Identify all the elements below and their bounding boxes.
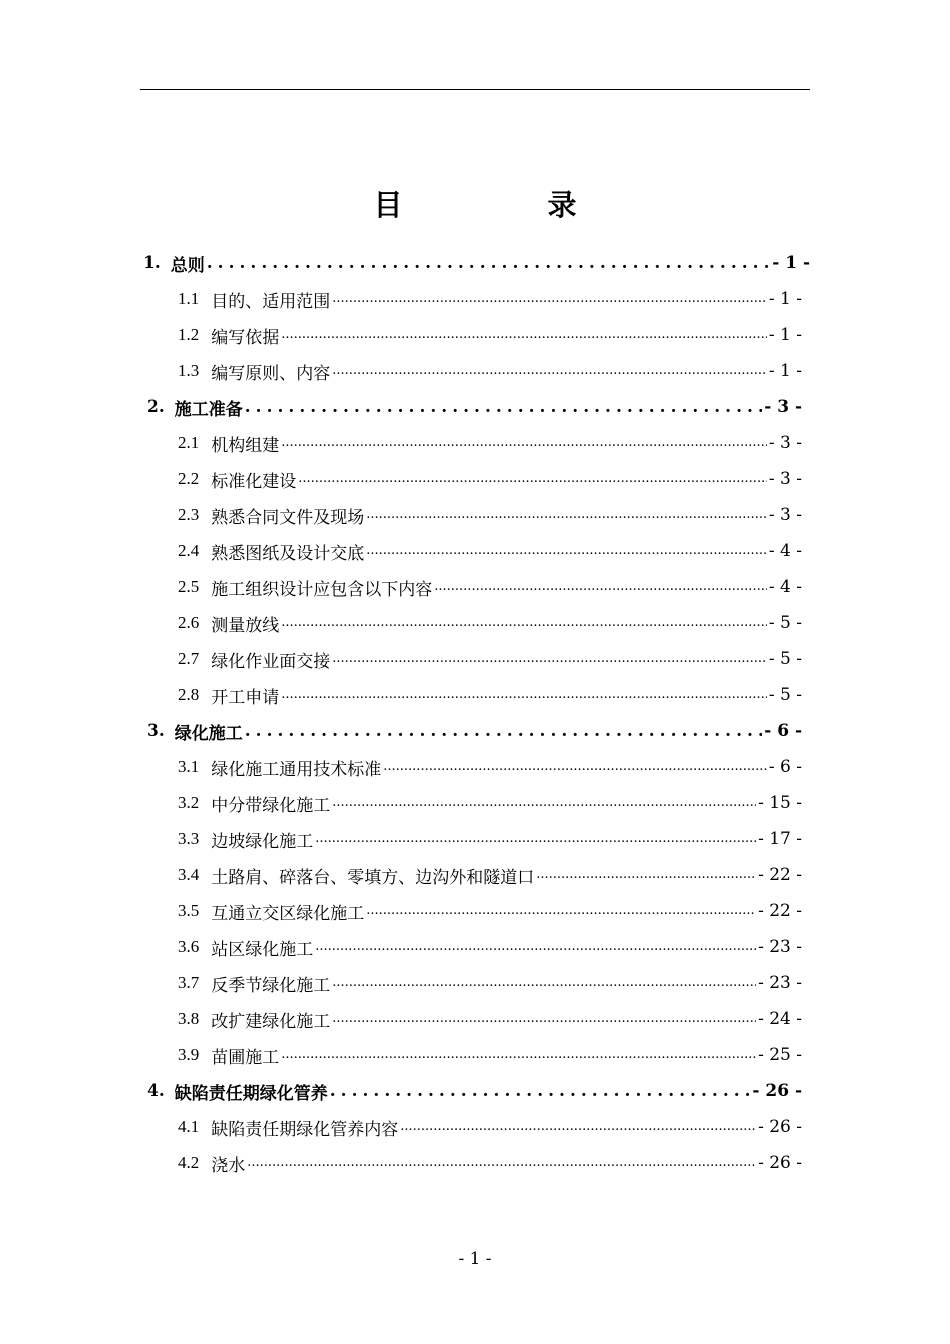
toc-dot-leader <box>281 434 767 452</box>
toc-dot-leader <box>332 290 767 308</box>
toc-entry-number: 2.4 <box>178 541 200 560</box>
toc-entry-number: 3. <box>147 721 165 741</box>
toc-entry-label: 边坡绿化施工 <box>211 831 314 852</box>
toc-entry-label: 标准化建设 <box>211 471 297 492</box>
toc-entry-number: 1.3 <box>178 361 200 380</box>
toc-entry-number: 3.3 <box>178 829 200 848</box>
toc-entry[interactable] <box>178 317 802 353</box>
toc-dot-leader <box>536 866 756 884</box>
toc-entry-page: - 25 - <box>758 1045 802 1065</box>
toc-entry-label: 机构组建 <box>211 435 280 456</box>
toc-entry[interactable] <box>178 497 802 533</box>
toc-entry-label: 施工准备 <box>174 399 243 420</box>
toc-entry-label: 站区绿化施工 <box>211 939 314 960</box>
toc-entry-number: 2.2 <box>178 469 200 488</box>
toc-entry-number: 3.1 <box>178 757 200 776</box>
toc-dot-leader <box>332 794 756 812</box>
toc-entry-label: 目的、适用范围 <box>211 291 331 312</box>
toc-dot-leader <box>298 470 767 488</box>
toc-entry-page: - 26 - <box>758 1153 802 1173</box>
toc-entry[interactable] <box>178 533 802 569</box>
toc-entry-page: - 17 - <box>758 829 802 849</box>
toc-entry-page: - 22 - <box>758 865 802 885</box>
toc-dot-leader <box>383 758 767 776</box>
toc-entry[interactable] <box>147 713 802 749</box>
toc-entry[interactable] <box>178 281 802 317</box>
toc-entry-page: - 23 - <box>758 973 802 993</box>
toc-entry-page: - 24 - <box>758 1009 802 1029</box>
toc-entry[interactable] <box>178 929 802 965</box>
toc-entry[interactable] <box>178 461 802 497</box>
toc-entry-page: - 6 - <box>768 757 802 777</box>
toc-entry-label: 绿化作业面交接 <box>211 651 331 672</box>
toc-entry-number: 2.3 <box>178 505 200 524</box>
toc-entry-number: 3.2 <box>178 793 200 812</box>
toc-entry-number: 2.6 <box>178 613 200 632</box>
toc-entry-label: 反季节绿化施工 <box>211 975 331 996</box>
page-title: 目 录 <box>373 188 635 222</box>
toc-entry-number: 1.1 <box>178 289 200 308</box>
toc-dot-leader <box>315 830 756 848</box>
toc-entry-label: 熟悉图纸及设计交底 <box>211 543 365 564</box>
toc-entry-label: 缺陷责任期绿化管养 <box>174 1083 328 1104</box>
toc-entry[interactable] <box>178 425 802 461</box>
toc-entry-label: 互通立交区绿化施工 <box>211 903 365 924</box>
toc-dot-leader <box>281 686 767 704</box>
toc-entry-page: - 22 - <box>758 901 802 921</box>
toc-entry-label: 绿化施工通用技术标准 <box>211 759 382 780</box>
toc-entry[interactable] <box>147 1073 802 1109</box>
toc-entry[interactable] <box>178 1037 802 1073</box>
toc-dot-leader <box>332 362 767 380</box>
toc-entry[interactable] <box>147 389 802 425</box>
toc-entry[interactable] <box>178 353 802 389</box>
toc-entry-page: - 3 - <box>768 505 802 525</box>
toc-entry-page: - 1 - <box>772 253 810 273</box>
header-rule <box>140 89 810 90</box>
toc-entry-number: 2.7 <box>178 649 200 668</box>
toc-entry[interactable] <box>178 1109 802 1145</box>
toc-entry-page: - 1 - <box>768 325 802 345</box>
toc-entry[interactable] <box>178 965 802 1001</box>
toc-entry-page: - 6 - <box>764 721 802 741</box>
toc-dot-leader <box>245 722 762 740</box>
toc-dot-leader <box>281 1046 756 1064</box>
toc-entry[interactable] <box>178 605 802 641</box>
toc-entry-page: - 5 - <box>768 613 802 633</box>
toc-entry-page: - 23 - <box>758 937 802 957</box>
toc-entry-label: 缺陷责任期绿化管养内容 <box>211 1119 399 1140</box>
toc-entry-label: 测量放线 <box>211 615 280 636</box>
toc-entry-number: 4. <box>147 1081 165 1101</box>
toc-entry-page: - 5 - <box>768 685 802 705</box>
toc-entry-label: 苗圃施工 <box>211 1047 280 1068</box>
toc-entry-number: 3.9 <box>178 1045 200 1064</box>
toc-dot-leader <box>366 542 767 560</box>
toc-dot-leader <box>281 326 767 344</box>
toc-entry[interactable] <box>178 857 802 893</box>
toc-entry-number: 3.6 <box>178 937 200 956</box>
toc-dot-leader <box>366 902 756 920</box>
toc-dot-leader <box>245 398 762 416</box>
toc-entry-page: - 4 - <box>768 577 802 597</box>
toc-entry-label: 编写依据 <box>211 327 280 348</box>
toc-entry-label: 浇水 <box>211 1155 246 1176</box>
toc-entry-page: - 3 - <box>764 397 802 417</box>
toc-entry[interactable] <box>178 785 802 821</box>
toc-dot-leader <box>366 506 767 524</box>
toc-entry-page: - 3 - <box>768 469 802 489</box>
toc-dot-leader <box>332 650 767 668</box>
toc-entry-label: 土路肩、碎落台、零填方、边沟外和隧道口 <box>211 867 535 888</box>
toc-entry-number: 3.8 <box>178 1009 200 1028</box>
toc-entry[interactable] <box>178 641 802 677</box>
toc-entry-label: 改扩建绿化施工 <box>211 1011 331 1032</box>
toc-entry-page: - 5 - <box>768 649 802 669</box>
toc-entry-page: - 15 - <box>758 793 802 813</box>
toc-dot-leader <box>330 1082 751 1100</box>
toc-entry-number: 3.7 <box>178 973 200 992</box>
toc-entry[interactable] <box>178 749 802 785</box>
toc-entry-number: 4.2 <box>178 1153 200 1172</box>
toc-entry[interactable] <box>178 821 802 857</box>
toc-entry-number: 3.4 <box>178 865 200 884</box>
toc-entry-page: - 26 - <box>752 1081 802 1101</box>
toc-dot-leader <box>434 578 767 596</box>
toc-dot-leader <box>207 254 770 272</box>
toc-entry-number: 1.2 <box>178 325 200 344</box>
toc-dot-leader <box>332 1010 756 1028</box>
toc-dot-leader <box>247 1154 756 1172</box>
toc-entry-number: 2. <box>147 397 165 417</box>
toc-dot-leader <box>332 974 756 992</box>
toc-entry[interactable] <box>178 1145 802 1181</box>
toc-entry[interactable] <box>143 245 810 281</box>
toc-entry-label: 中分带绿化施工 <box>211 795 331 816</box>
toc-entry-number: 2.8 <box>178 685 200 704</box>
toc-entry-number: 4.1 <box>178 1117 200 1136</box>
toc-entry-label: 开工申请 <box>211 687 280 708</box>
toc-entry-number: 2.1 <box>178 433 200 452</box>
toc-dot-leader <box>315 938 756 956</box>
toc-entry-label: 编写原则、内容 <box>211 363 331 384</box>
toc-entry-number: 1. <box>143 253 161 273</box>
toc-entry-page: - 1 - <box>768 361 802 381</box>
toc-entry-number: 3.5 <box>178 901 200 920</box>
toc-entry[interactable] <box>178 893 802 929</box>
toc-entry-number: 2.5 <box>178 577 200 596</box>
toc-entry-label: 熟悉合同文件及现场 <box>211 507 365 528</box>
toc-entry-page: - 26 - <box>758 1117 802 1137</box>
toc-entry-page: - 1 - <box>768 289 802 309</box>
toc-entry-page: - 4 - <box>768 541 802 561</box>
toc-entry-label: 总则 <box>170 255 205 276</box>
toc-entry-label: 施工组织设计应包含以下内容 <box>211 579 433 600</box>
toc-dot-leader <box>400 1118 756 1136</box>
toc-entry[interactable] <box>178 677 802 713</box>
toc-entry-label: 绿化施工 <box>174 723 243 744</box>
page-number: - 1 - <box>458 1249 492 1269</box>
toc-entry[interactable] <box>178 1001 802 1037</box>
toc-entry-page: - 3 - <box>768 433 802 453</box>
toc-dot-leader <box>281 614 767 632</box>
toc-entry[interactable] <box>178 569 802 605</box>
